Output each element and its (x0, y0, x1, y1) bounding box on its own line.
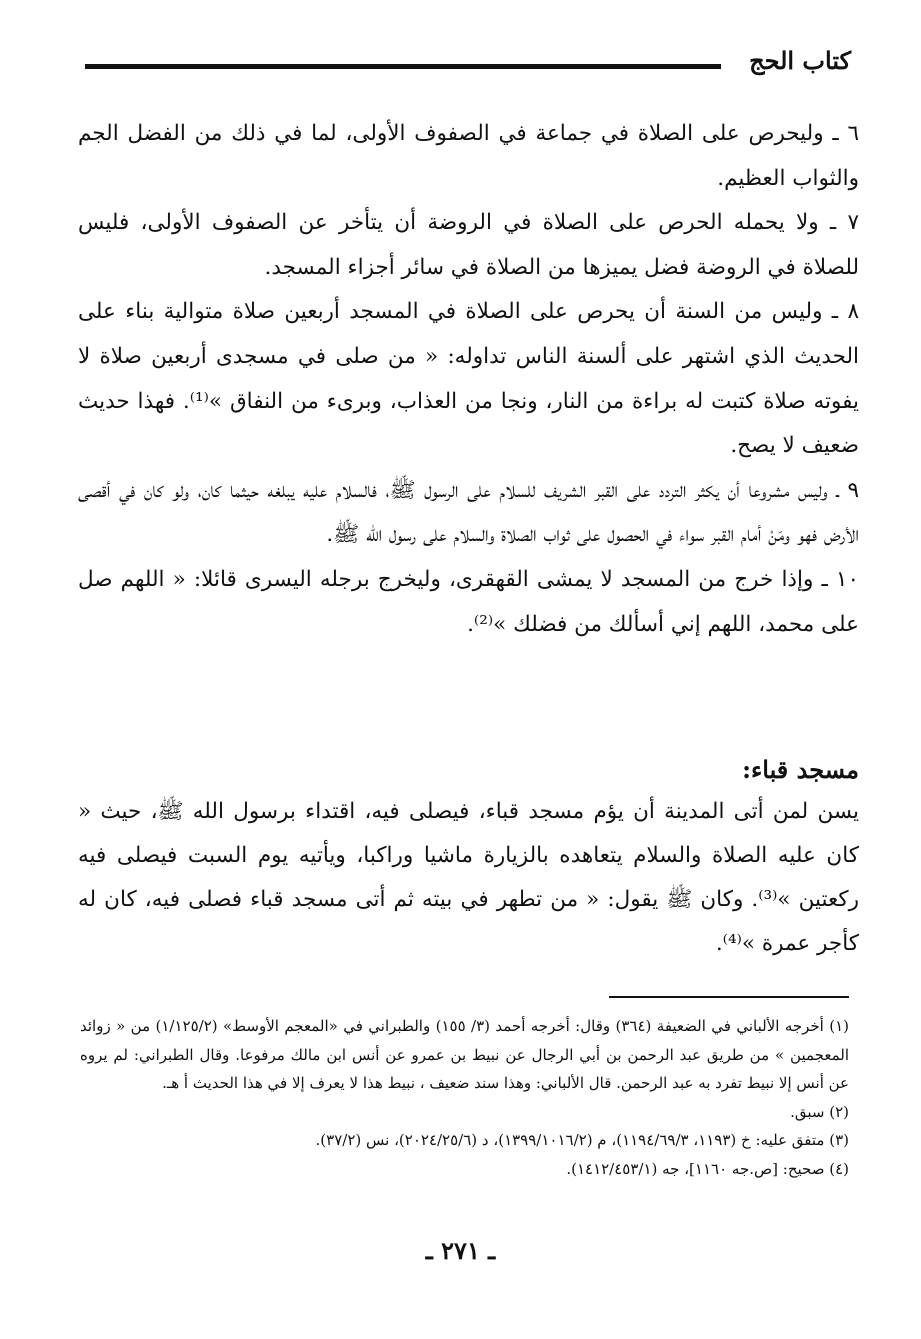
page-number: ـ ٢٧١ ـ (425, 1236, 496, 1265)
page-header (85, 42, 851, 82)
section-heading: مسجد قباء: (742, 755, 859, 784)
paragraph-10: ١٠ ـ وإذا خرج من المسجد لا يمشى القهقرى، وليخرج برجله اليسرى قائلا: « اللهم صل على محمد، اللهم إني أسألك من فضلك »⁽²⁾. (78, 566, 859, 637)
paragraph-6: ٦ ـ وليحرص على الصلاة في جماعة في الصفوف الأولى، لما في ذلك من الفضل الجم والثواب العظيم. (78, 121, 859, 191)
main-text (78, 112, 859, 647)
paragraph-9: ٩ ـ وليس مشروعا أن يكثر التردد على القبر الشريف للسلام على الرسول ﷺ، فالسلام عليه يبلغه حيثما كان، ولو كان في أقصى الأرض فهو ومَنْ أمام القبر سواء في الحصول على ثواب الصلاة والسلام على رسول الله ﷺ. (78, 477, 859, 548)
section-paragraph: يسن لمن أتى المدينة أن يؤم مسجد قباء، فيصلى فيه، اقتداء برسول الله ﷺ، حيث « كان عليه الصلاة والسلام يتعاهده بالزيارة ماشيا وراكبا، ويأتيه يوم السبت فيصلى فيه ركعتين »⁽³⁾. وكان ﷺ يقول: « من تطهر في بيته ثم أتى مسجد قباء فصلى فيه، كان له كأجر عمرة »⁽⁴⁾. (78, 799, 859, 956)
footnote-3: (٣) متفق عليه: خ (١١٩٣، ١١٩٤/٦٩/٣)، م (١٣٩٩/١٠١٦/٢)، د (٢٠٢٤/٢٥/٦)، نس (٣٧/٢). (315, 1131, 849, 1149)
paragraph-8: ٨ ـ وليس من السنة أن يحرص على الصلاة في المسجد أربعين صلاة متوالية بناء على الحديث الذي اشتهر على ألسنة الناس تداوله: « من صلى في مسجدى أربعين صلاة لا يفوته صلاة كتبت له براءة من النار، ونجا من العذاب، وبرىء من النفاق »⁽¹⁾. فهذا حديث ضعيف لا يصح. (78, 299, 859, 459)
running-title: كتاب الحج (749, 46, 851, 75)
footnote-separator (609, 996, 849, 998)
paragraph-7: ٧ ـ ولا يحمله الحرص على الصلاة في الروضة أن يتأخر عن الصفوف الأولى، فليس للصلاة في الروضة فضل يميزها من الصلاة في سائر أجزاء المسجد. (78, 210, 859, 280)
footnote-2: (٢) سبق. (790, 1102, 849, 1121)
quba-section (78, 750, 859, 966)
footnote-1: (١) أخرجه الألباني في الضعيفة (٣٦٤) وقال: أخرجه أحمد (٣/ ١٥٥) والطبراني في «المعجم الأوسط» (١/١٢٥/٢) من « زوائد المعجمين » من طريق عبد الرحمن بن أبي الرجال عن نبيط بن عمرو عن أنس ابن مالك مرفوعا. وقال الطبراني: لم يروه عن أنس إلا نبيط تفرد به عبد الرحمن. قال الألباني: وهذا سند ضعيف ، نبيط هذا لا يعرف إلا في هذا الحديث أ هـ. (80, 1017, 850, 1092)
footnotes (80, 1012, 849, 1183)
footnote-4: (٤) صحيح: [ص.جه ١١٦٠]، جه (١٤١٢/٤٥٣/١). (566, 1159, 849, 1178)
header-rule (85, 64, 721, 69)
